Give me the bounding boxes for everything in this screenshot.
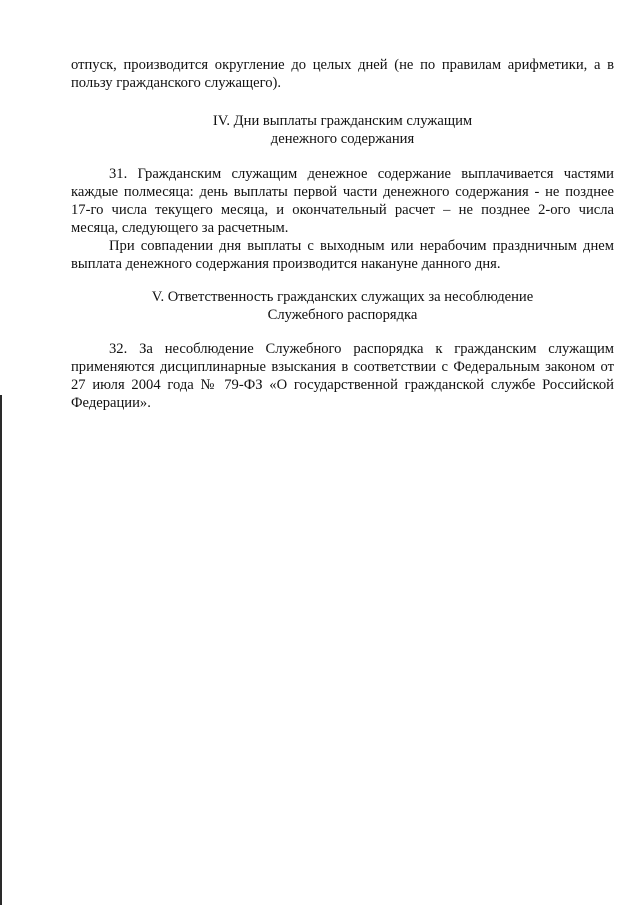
section-heading-v: [71, 288, 614, 324]
continuation-paragraph: отпуск, производится округление до целых дней (не по правилам арифметики, а в пользу гражданского служащего).: [71, 57, 614, 91]
section-heading-v-line1: V. Ответственность гражданских служащих за несоблюдение: [151, 289, 534, 305]
section-heading-iv: [71, 112, 614, 148]
paragraph-32: 32. За несоблюдение Служебного распорядка к гражданским служащим применяются дисциплинарные взыскания в соответствии с Федеральным законом от 27 июля 2004 года № 79-ФЗ «О государственной гражданской службе Российской Федерации».: [71, 341, 614, 411]
paragraph-31: 31. Гражданским служащим денежное содержание выплачивается частями каждые полмесяца: день выплаты первой части денежного содержания - не позднее 17-го числа текущего месяца, и окончательный расчет – не позднее 2-ого числа месяца, следующего за расчетным.: [71, 166, 614, 236]
section-heading-v-line2: Служебного распорядка: [267, 307, 418, 323]
section-heading-iv-line2: денежного содержания: [270, 131, 415, 147]
scan-edge-line: [0, 395, 2, 905]
section-heading-iv-line1: IV. Дни выплаты гражданским служащим: [212, 113, 473, 129]
paragraph-31-continued: При совпадении дня выплаты с выходным или нерабочим праздничным днем выплата денежного содержания производится накануне данного дня.: [71, 238, 614, 272]
